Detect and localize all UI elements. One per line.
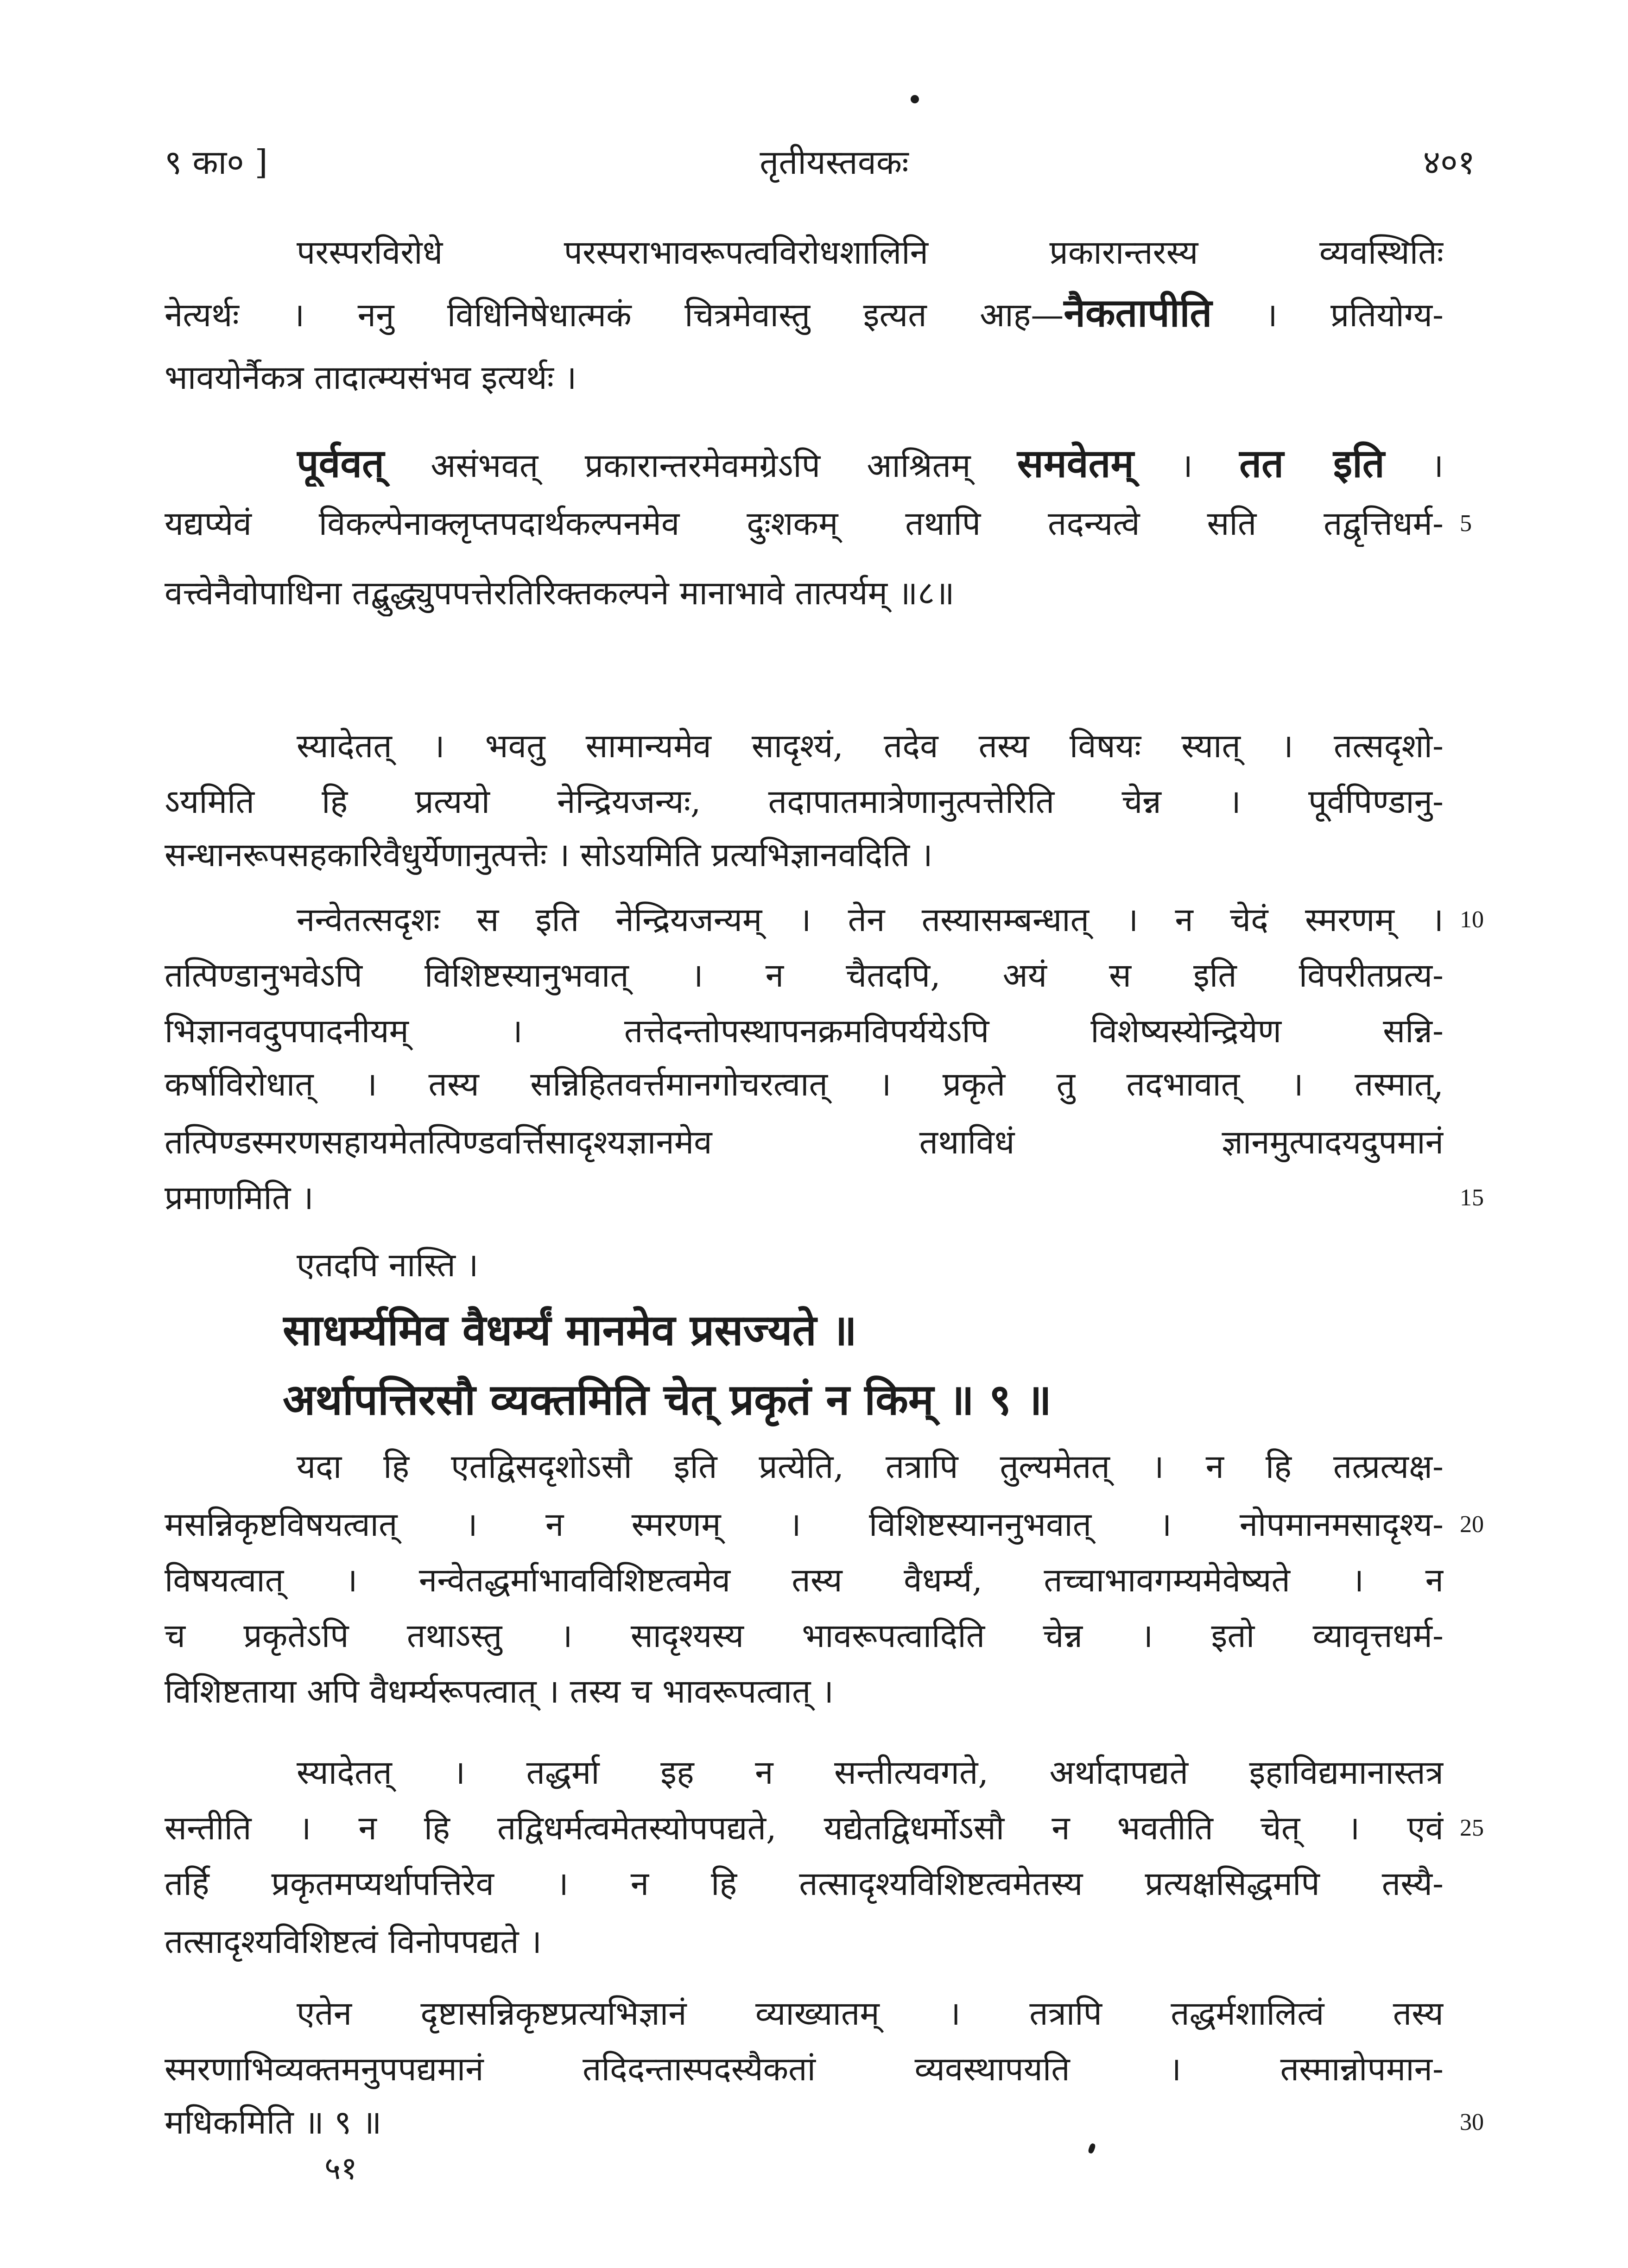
commentary-line: विषयत्वात् । नन्वेतद्धर्माभावविशिष्टत्वमेव तस्य वैधर्म्यं, तच्चाभावगम्यमेवेष्यते । न xyxy=(165,1561,1444,1599)
commentary-line: तत्पिण्डस्मरणसहायमेतत्पिण्डवर्त्तिसादृश्यज्ञानमेव तथाविधं ज्ञानमुत्पादयदुपमानं xyxy=(165,1123,1444,1161)
commentary-line: स्यादेतत् । भवतु सामान्यमेव सादृश्यं, तदेव तस्य विषयः स्यात् । तत्सदृशो- xyxy=(297,727,1444,765)
commentary-line: विशिष्टताया अपि वैधर्म्यरूपत्वात् । तस्य च भावरूपत्वात् । xyxy=(165,1672,834,1711)
margin-line-number: 10 xyxy=(1460,906,1484,933)
commentary-line: मसन्निकृष्टविषयत्वात् । न स्मरणम् । विशिष्टस्याननुभवात् । नोपमानमसादृश्य- xyxy=(165,1505,1444,1544)
commentary-line: वत्त्वेनैवोपाधिना तद्बुद्ध्युपपत्तेरतिरिक्तकल्पने मानाभावे तात्पर्यम् ॥८॥ xyxy=(165,574,955,612)
signature-mark: ५१ xyxy=(324,2150,357,2187)
commentary-line: मधिकमिति ॥ ९ ॥ xyxy=(165,2103,382,2141)
text-run: । xyxy=(1134,446,1240,485)
commentary-line: प्रमाणमिति । xyxy=(165,1178,314,1217)
verse-line: साधर्म्यमिव वैधर्म्यं मानमेव प्रसज्यते ॥ xyxy=(283,1305,857,1355)
text-run: असंभवत् प्रकारान्तरमेवमग्रेऽपि आश्रितम् xyxy=(384,446,1017,485)
header-chapter-ref: ९ का० ] xyxy=(165,143,268,182)
text-run: । प्रतियोग्य- xyxy=(1212,296,1444,334)
commentary-line xyxy=(297,440,1444,487)
pratika-keyword: नैकतापीति xyxy=(1064,290,1212,336)
verse-line: अर्थापत्तिरसौ व्यक्तमिति चेत् प्रकृतं न किम् ॥ ९ ॥ xyxy=(283,1375,1052,1425)
commentary-line: स्मरणाभिव्यक्तमनुपपद्यमानं तदिदन्तास्पदस्यैकतां व्यवस्थापयति । तस्मान्नोपमान- xyxy=(165,2050,1444,2088)
header-page-number: ४०१ xyxy=(1423,143,1475,182)
commentary-line: सन्धानरूपसहकारिवैधुर्येणानुत्पत्तेः । सोऽयमिति प्रत्यभिज्ञानवदिति । xyxy=(165,836,933,874)
commentary-line: परस्परविरोधे परस्पराभावरूपत्वविरोधशालिनि प्रकारान्तरस्य व्यवस्थितिः xyxy=(297,233,1444,272)
commentary-line: सन्तीति । न हि तद्विधर्मत्वमेतस्योपपद्यते, यद्येतद्विधर्मोऽसौ न भवतीति चेत् । एवं xyxy=(165,1809,1444,1847)
ink-speck xyxy=(911,95,919,103)
margin-line-number: 30 xyxy=(1460,2109,1484,2135)
commentary-line: स्यादेतत् । तद्धर्मा इह न सन्तीत्यवगते, अर्थादापद्यते इहाविद्यमानास्तत्र xyxy=(297,1753,1444,1792)
commentary-line: भिज्ञानवदुपपादनीयम् । तत्तेदन्तोपस्थापनक्रमविपर्ययेऽपि विशेष्यस्येन्द्रियेण सन्नि- xyxy=(165,1012,1444,1050)
commentary-line: ऽयमिति हि प्रत्ययो नेन्द्रियजन्यः, तदापातमात्रेणानुत्पत्तेरिति चेन्न । पूर्वपिण्डानु- xyxy=(165,782,1444,821)
commentary-line: च प्रकृतेऽपि तथाऽस्तु । सादृश्यस्य भावरूपत्वादिति चेन्न । इतो व्यावृत्तधर्म- xyxy=(165,1616,1444,1655)
text-run: नेत्यर्थः । ननु विधिनिषेधात्मकं चित्रमेवास्तु इत्यत आह— xyxy=(165,296,1064,334)
pratika-keyword: तत इति xyxy=(1239,440,1385,486)
text-run: । xyxy=(1384,446,1444,485)
margin-line-number: 20 xyxy=(1460,1511,1484,1538)
commentary-line: नन्वेतत्सदृशः स इति नेन्द्रियजन्यम् । तेन तस्यासम्बन्धात् । न चेदं स्मरणम् । xyxy=(297,900,1444,939)
pratika-keyword: पूर्ववत् xyxy=(297,440,385,486)
commentary-line: एतदपि नास्ति । xyxy=(297,1246,479,1284)
commentary-line: यद्यप्येवं विकल्पेनाक्लृप्तपदार्थकल्पनमेव दुःशकम् तथापि तदन्यत्वे सति तद्वृत्तिधर्म- xyxy=(165,504,1444,543)
commentary-line: तत्पिण्डानुभवेऽपि विशिष्टस्यानुभवात् । न चैतदपि, अयं स इति विपरीतप्रत्य- xyxy=(165,956,1444,995)
commentary-line: तर्हि प्रकृतमप्यर्थापत्तिरेव । न हि तत्सादृश्यविशिष्टत्वमेतस्य प्रत्यक्षसिद्धमपि तस्यै- xyxy=(165,1864,1444,1903)
commentary-line: एतेन दृष्टासन्निकृष्टप्रत्यभिज्ञानं व्याख्यातम् । तत्रापि तद्धर्मशालित्वं तस्य xyxy=(297,1994,1444,2033)
header-title: तृतीयस्तवकः xyxy=(760,143,909,182)
margin-line-number: 25 xyxy=(1460,1815,1484,1841)
commentary-line: कर्षाविरोधात् । तस्य सन्निहितवर्त्तमानगोचरत्वात् । प्रकृते तु तदभावात् । तस्मात्, xyxy=(165,1065,1444,1103)
commentary-line xyxy=(165,290,1444,336)
pratika-keyword: समवेतम् xyxy=(1017,440,1134,486)
commentary-line: यदा हि एतद्विसदृशोऽसौ इति प्रत्येति, तत्रापि तुल्यमेतत् । न हि तत्प्रत्यक्ष- xyxy=(297,1447,1444,1486)
margin-line-number: 5 xyxy=(1460,510,1472,537)
commentary-line: भावयोर्नैकत्र तादात्म्यसंभव इत्यर्थः । xyxy=(165,358,577,397)
margin-line-number: 15 xyxy=(1460,1185,1484,1211)
commentary-line: तत्सादृश्यविशिष्टत्वं विनोपपद्यते । xyxy=(165,1922,542,1961)
